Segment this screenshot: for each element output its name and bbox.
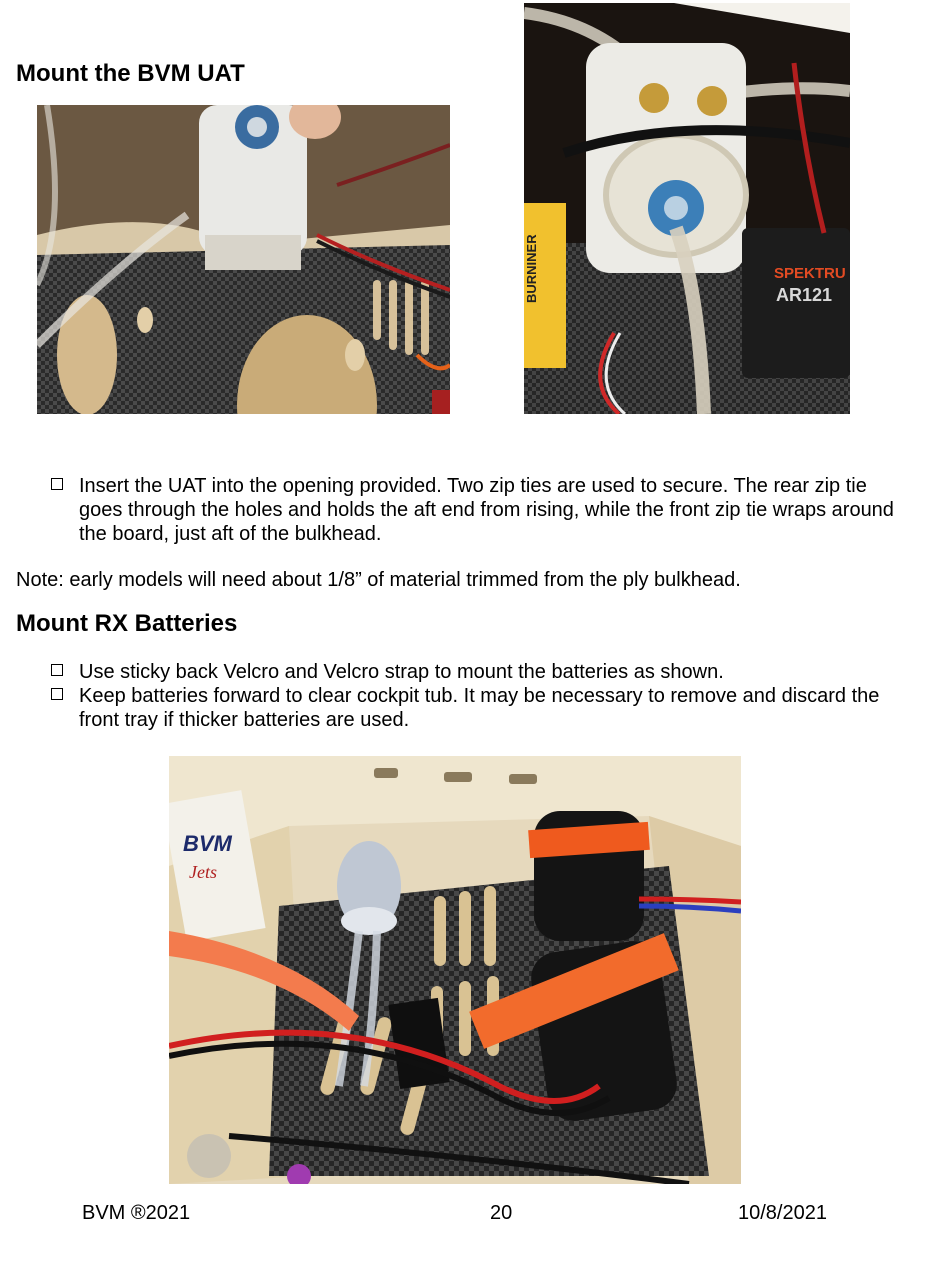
section-heading-batteries: Mount RX Batteries <box>16 610 238 637</box>
checkbox <box>51 664 63 676</box>
bvm-script-text: Jets <box>189 862 217 882</box>
burner-label: BURNINER <box>524 234 539 303</box>
section-heading-uat: Mount the BVM UAT <box>16 60 245 87</box>
checkbox <box>51 478 63 490</box>
photo-uat-opening <box>37 105 450 414</box>
spektrum-label: SPEKTRU <box>774 265 846 282</box>
bvm-logo-text: BVM <box>183 831 232 856</box>
photo-uat-closeup <box>524 3 850 414</box>
footer-copyright: BVM ®2021 <box>82 1202 191 1224</box>
checkbox <box>51 688 63 700</box>
receiver-model-label: AR121 <box>776 285 833 305</box>
photo-rx-batteries <box>169 756 741 1184</box>
footer-date: 10/8/2021 <box>738 1202 827 1224</box>
checklist-item-insert-uat: Insert the UAT into the opening provided. Two zip ties are used to secure. The rear zip tie goes through the holes and holds the aft end from rising, while the front zip tie wraps around the board, just aft of the bulkhead. <box>79 475 894 545</box>
note-text: Note: early models will need about 1/8” of material trimmed from the ply bulkhead. <box>16 569 741 591</box>
checklist-item-batteries-forward: Keep batteries forward to clear cockpit tub. It may be necessary to remove and discard the front tray if thicker batteries are used. <box>79 685 880 731</box>
footer-page-number: 20 <box>490 1202 513 1224</box>
checklist-item-velcro: Use sticky back Velcro and Velcro strap to mount the batteries as shown. <box>79 661 724 683</box>
